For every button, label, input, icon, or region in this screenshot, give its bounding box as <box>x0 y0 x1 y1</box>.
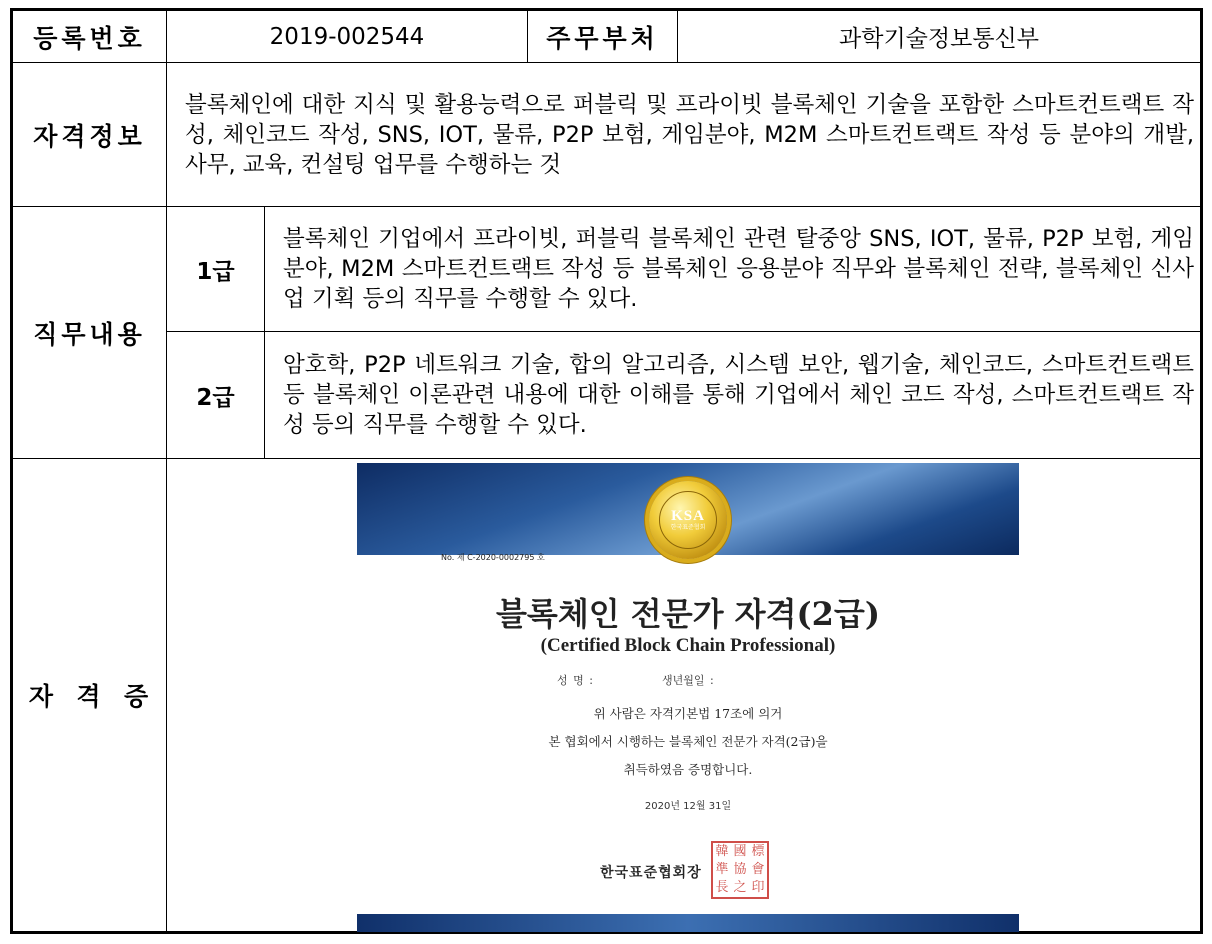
birth-field-label: 생년월일 : <box>661 674 714 687</box>
grade-1-duties-paragraph: 블록체인 기업에서 프라이빗, 퍼블릭 블록체인 관련 탈중앙 SNS, IOT, 물류, P2P 보험, 게임분야, M2M 스마트컨트랙트 작성 등 블록체인 응용분야 직무와 블록체인 전략, 블록체인 신사업 기획 등의 직무를 수행할 수 있다. <box>283 226 1194 312</box>
registration-number-value: 2019-002544 <box>269 23 425 50</box>
divider <box>10 458 1203 459</box>
certificate-subtitle: (Certified Block Chain Professional) <box>540 635 836 656</box>
certificate-body-line-1: 위 사람은 자격기본법 17조에 의거 <box>593 706 783 721</box>
qualification-info-label: 자격정보 <box>33 121 146 151</box>
qualification-info-text <box>167 63 1200 206</box>
duties-label: 직무내용 <box>33 319 146 349</box>
ksa-gold-seal <box>649 481 727 559</box>
certificate-body-line-3: 취득하였음 증명합니다. <box>623 762 753 777</box>
certificate-label: 자 격 증 <box>28 682 151 711</box>
certificate-body-line-2: 본 협회에서 시행하는 블록체인 전문가 자격(2급)을 <box>548 734 828 749</box>
qualification-info-paragraph: 블록체인에 대한 지식 및 활용능력으로 퍼블릭 및 프라이빗 블록체인 기술을 포함한 스마트컨트랙트 작성, 체인코드 작성, SNS, IOT, 물류, P2P 보험, 게임분야, M2M 스마트컨트랙트 작성 등 분야의 개발, 사무, 교육, 컨설팅 업무를 수행하는 것 <box>185 91 1194 178</box>
certificate-title: 블록체인 전문가 자격(2급) <box>496 595 880 633</box>
grade-2-label: 2급 <box>196 384 235 411</box>
grade-2-duties-paragraph: 암호학, P2P 네트워크 기술, 합의 알고리즘, 시스템 보안, 웹기술, 체인코드, 스마트컨트랙트 등 블록체인 이론관련 내용에 대한 이해를 통해 기업에서 체인 코드 작성, 스마트컨트랙트 작성 등의 직무를 수행할 수 있다. <box>283 352 1194 438</box>
authority-value: 과학기술정보통신부 <box>839 26 1039 52</box>
registration-number-label: 등록번호 <box>33 23 146 53</box>
grade-2-duties <box>265 332 1200 458</box>
certificate-fields <box>557 672 714 688</box>
certificate-image <box>357 463 1019 932</box>
official-red-stamp: 韓 國 標 準 協 會 長 之 印 <box>711 841 769 899</box>
seal-text: KSA <box>671 507 705 524</box>
authority-label: 주무부처 <box>546 23 659 53</box>
certificate-number: No. 제 C-2020-0002795 호 <box>441 553 545 562</box>
certificate-bottom-banner <box>357 914 1019 932</box>
certificate-date: 2020년 12월 31일 <box>644 801 732 812</box>
seal-subtext: 한국표준협회 <box>670 523 706 531</box>
grade-1-label: 1급 <box>196 258 235 285</box>
certificate-signer: 한국표준협회장 <box>600 865 702 881</box>
name-field-label: 성 명 : <box>557 674 593 687</box>
grade-1-duties <box>265 207 1200 331</box>
